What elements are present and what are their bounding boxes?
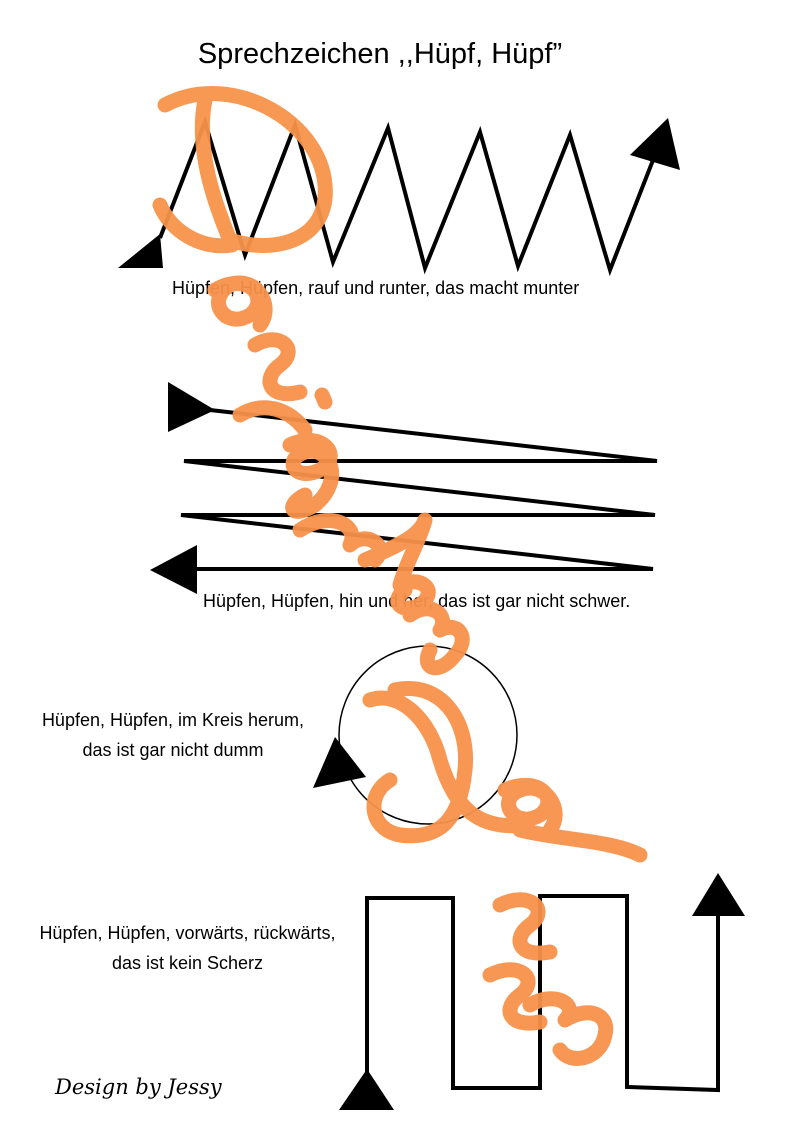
square-wave-line (367, 896, 718, 1090)
verse-square (15, 918, 360, 978)
verse-zigzag: Hüpfen, Hüpfen, rauf und runter, das macht munter (172, 278, 580, 298)
arrow-start-triangle-icon (118, 234, 163, 268)
arrow-end-triangle-icon (630, 118, 680, 170)
arrow-bottom-left-triangle-icon (150, 545, 197, 594)
verse-square-line1: Hüpfen, Hüpfen, vorwärts, rückwärts, (39, 923, 336, 943)
zigzag-line (160, 122, 655, 270)
arrow-top-left-triangle-icon (168, 382, 215, 432)
verse-circle-line2: das ist gar nicht dumm (82, 740, 264, 760)
horizontal-zigzag-line (181, 410, 657, 569)
square-end-triangle-icon (692, 873, 745, 916)
verse-circle (18, 705, 328, 765)
page-title: Sprechzeichen ,,Hüpf, Hüpf” (197, 38, 563, 70)
circle-diagram (339, 646, 517, 824)
square-start-triangle-icon (339, 1069, 394, 1110)
square-wave-diagram (367, 896, 718, 1090)
footer-signature: Design by Jessy (55, 1075, 222, 1099)
verse-square-line2: das ist kein Scherz (111, 953, 264, 973)
verse-circle-line1: Hüpfen, Hüpfen, im Kreis herum, (41, 710, 305, 730)
zigzag-diagram (160, 122, 655, 270)
verse-horizontal: Hüpfen, Hüpfen, hin und her, das ist gar nicht schwer. (203, 591, 631, 611)
horizontal-diagram (181, 410, 657, 569)
